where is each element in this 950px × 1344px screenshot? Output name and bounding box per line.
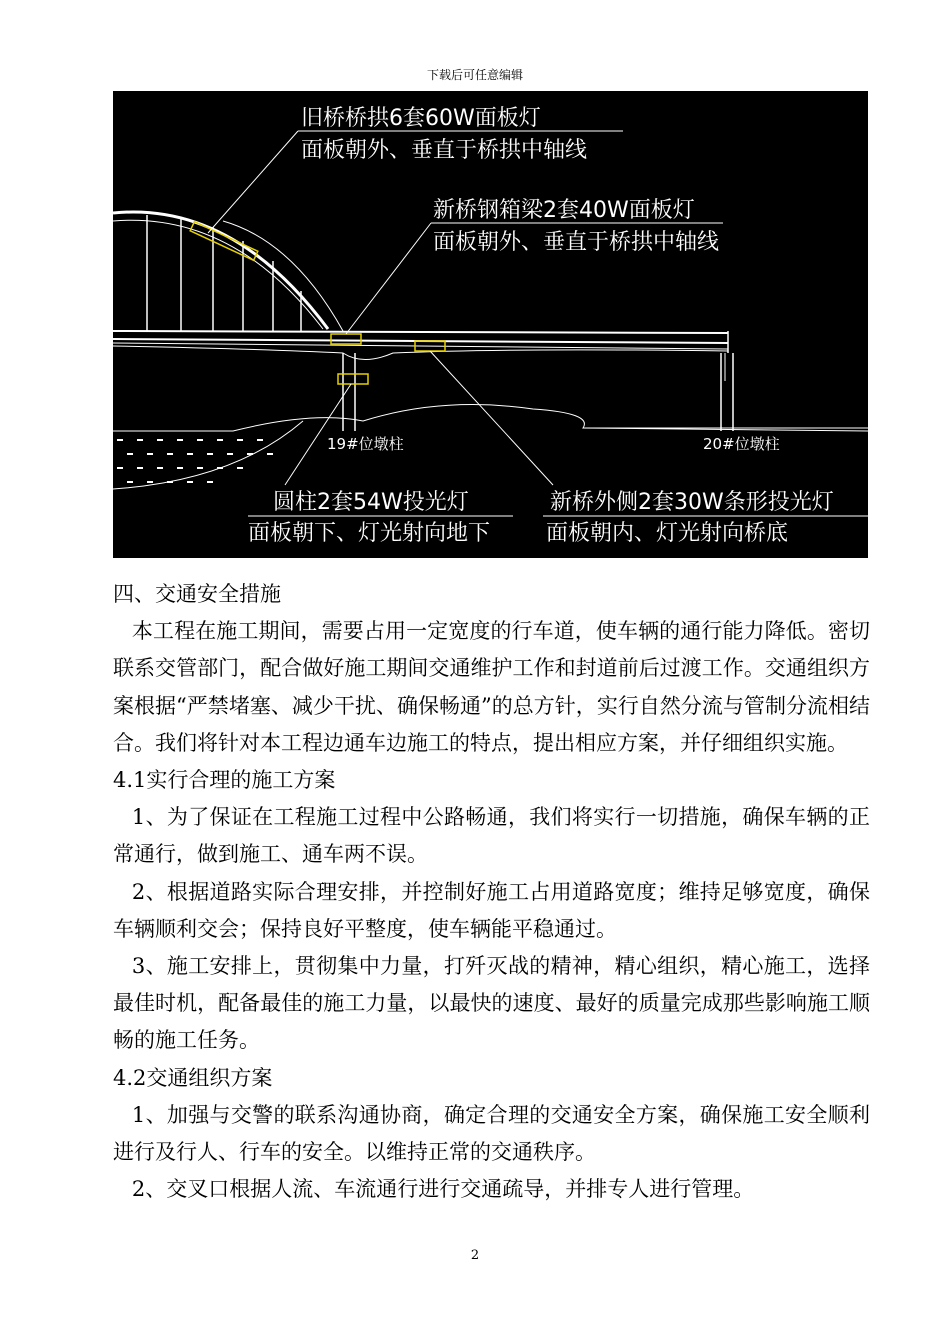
pier-19-label: 19#位墩柱: [327, 435, 404, 453]
paragraph-4-1-item-2: 2、根据道路实际合理安排，并控制好施工占用道路宽度；维持足够宽度，确保车辆顺利交会；保持良好平整度，使车辆能平稳通过。: [113, 879, 870, 941]
subsection-title-4-1: 4.1实行合理的施工方案: [113, 768, 336, 793]
leader-lines: [208, 131, 868, 516]
callout-column-line1: 圆柱2套54W投光灯: [273, 490, 469, 515]
page-header: 下载后可任意编辑: [426, 68, 523, 82]
bridge-lighting-diagram: [113, 91, 868, 558]
bridge-deck: [113, 331, 728, 360]
subsection-title-4-2: 4.2交通组织方案: [113, 1065, 273, 1090]
callout-old-bridge-line2: 面板朝外、垂直于桥拱中轴线: [301, 138, 588, 163]
paragraph-4-1-item-3: 3、施工安排上，贯彻集中力量，打歼灭战的精神，精心组织，精心施工，选择最佳时机，配备最佳的施工力量，以最快的速度、最好的质量完成那些影响施工顺畅的施工任务。: [113, 954, 870, 1053]
callout-column-line2: 面板朝下、灯光射向地下: [248, 521, 491, 546]
piers: [343, 353, 733, 431]
intro-paragraph: 本工程在施工期间，需要占用一定宽度的行车道，使车辆的通行能力降低。密切联系交管部门，配合做好施工期间交通维护工作和封道前后过渡工作。交通组织方案根据“严禁堵塞、减少干扰、确保畅通”的总方针，实行自然分流与管制分流相结合。我们将针对本工程边通车边施工的特点，提出相应方案，并仔细组织实施。: [113, 619, 870, 755]
light-markers: [190, 222, 445, 384]
pier-20-label: 20#位墩柱: [703, 435, 780, 453]
old-bridge-arch: [113, 212, 343, 331]
callout-outer-line1: 新桥外侧2套30W条形投光灯: [550, 490, 834, 515]
paragraph-4-2-item-2: 2、交叉口根据人流、车流通行进行交通疏导，并排专人进行管理。: [131, 1177, 755, 1202]
callout-new-bridge-line2: 面板朝外、垂直于桥拱中轴线: [433, 230, 720, 255]
callout-new-bridge-line1: 新桥钢箱梁2套40W面板灯: [433, 198, 695, 223]
page-number: 2: [470, 1248, 480, 1263]
paragraph-4-2-item-1: 1、加强与交警的联系沟通协商，确定合理的交通安全方案，确保施工安全顺利进行及行人、行车的安全。以维持正常的交通秩序。: [113, 1102, 870, 1165]
cad-drawing: [113, 91, 868, 558]
callout-outer-line2: 面板朝内、灯光射向桥底: [546, 521, 789, 546]
document-body: [113, 576, 870, 1208]
paragraph-4-1-item-1: 1、为了保证在工程施工过程中公路畅通，我们将实行一切措施，确保车辆的正常通行，做到施工、通车两不误。: [113, 805, 870, 867]
callout-old-bridge-line1: 旧桥桥拱6套60W面板灯: [301, 106, 541, 131]
section-title: 四、交通安全措施: [113, 582, 281, 606]
